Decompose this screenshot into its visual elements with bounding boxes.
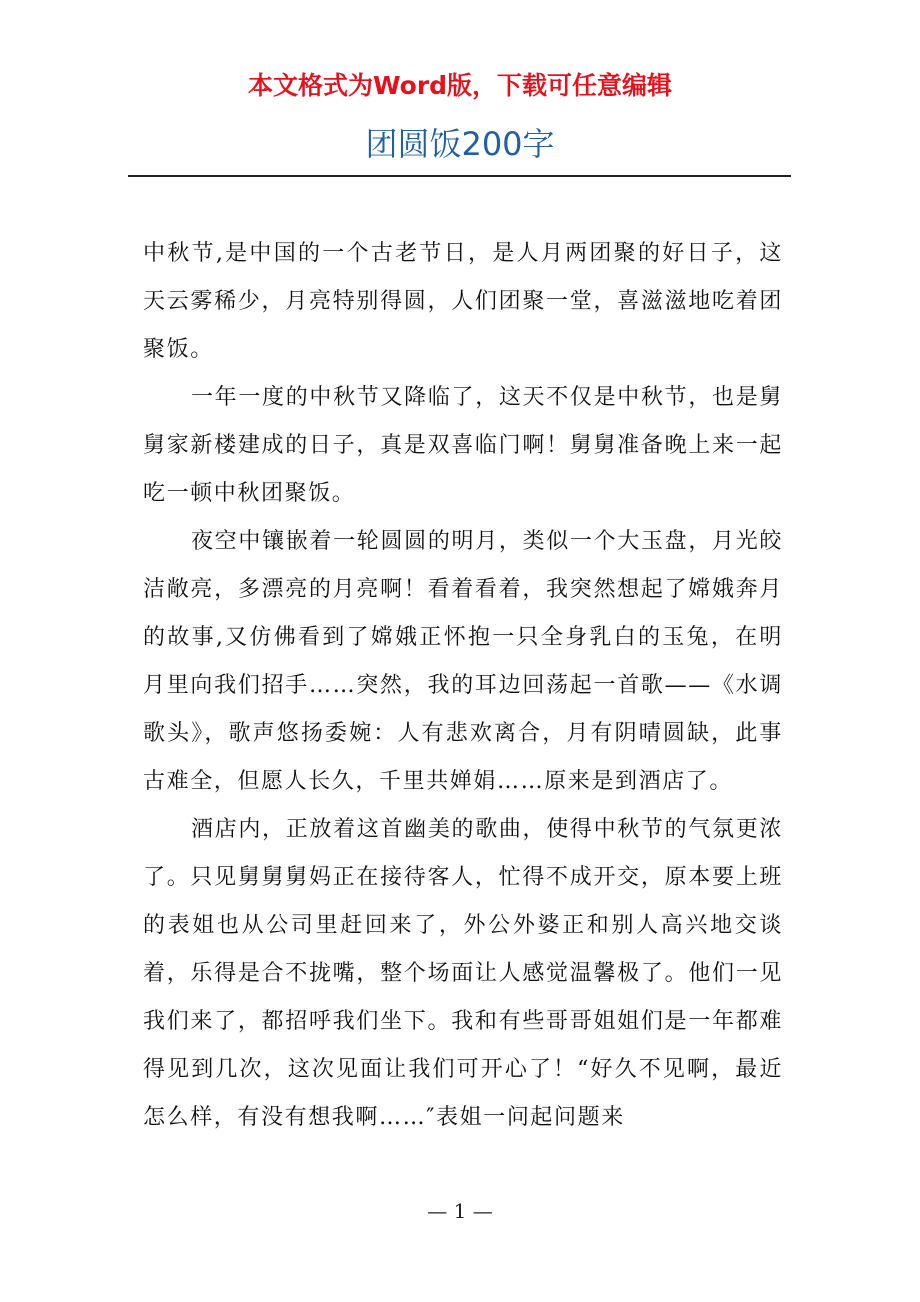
- page-number: — 1 —: [427, 1199, 493, 1223]
- paragraph-2: 一年一度的中秋节又降临了，这天不仅是中秋节，也是舅舅家新楼建成的日子，真是双喜临门啊！舅舅准备晚上来一起吃一顿中秋团聚饭。: [143, 385, 783, 506]
- paragraph-1: 中秋节,是中国的一个古老节日，是人月两团聚的好日子，这天云雾稀少，月亮特别得圆，人们团聚一堂，喜滋滋地吃着团聚饭。: [143, 241, 783, 362]
- paragraph-3: 夜空中镶嵌着一轮圆圆的明月，类似一个大玉盘，月光皎洁敞亮，多漂亮的月亮啊！看着看着，我突然想起了嫦娥奔月的故事,又仿佛看到了嫦娥正怀抱一只全身乳白的玉兔，在明月里向我们招手……突然，我的耳边回荡起一首歌——《水调歌头》，歌声悠扬委婉：人有悲欢离合，月有阴晴圆缺，此事古难全，但愿人长久，千里共婵娟……原来是到酒店了。: [143, 529, 783, 794]
- document-title: 团圆饭200字: [365, 125, 555, 163]
- paragraph-4: 酒店内，正放着这首幽美的歌曲，使得中秋节的气氛更浓了。只见舅舅舅妈正在接待客人，忙得不成开交，原本要上班的表姐也从公司里赶回来了，外公外婆正和别人高兴地交谈着，乐得是合不拢嘴，整个场面让人感觉温馨极了。他们一见我们来了，都招呼我们坐下。我和有些哥哥姐姐们是一年都难得见到几次，这次见面让我们可开心了！“好久不见啊，最近怎么样，有没有想我啊……″表姐一问起问题来: [143, 817, 783, 1130]
- format-banner: 本文格式为Word版，下载可任意编辑: [247, 71, 673, 100]
- title-divider: [128, 175, 791, 177]
- document-body: [143, 230, 783, 1142]
